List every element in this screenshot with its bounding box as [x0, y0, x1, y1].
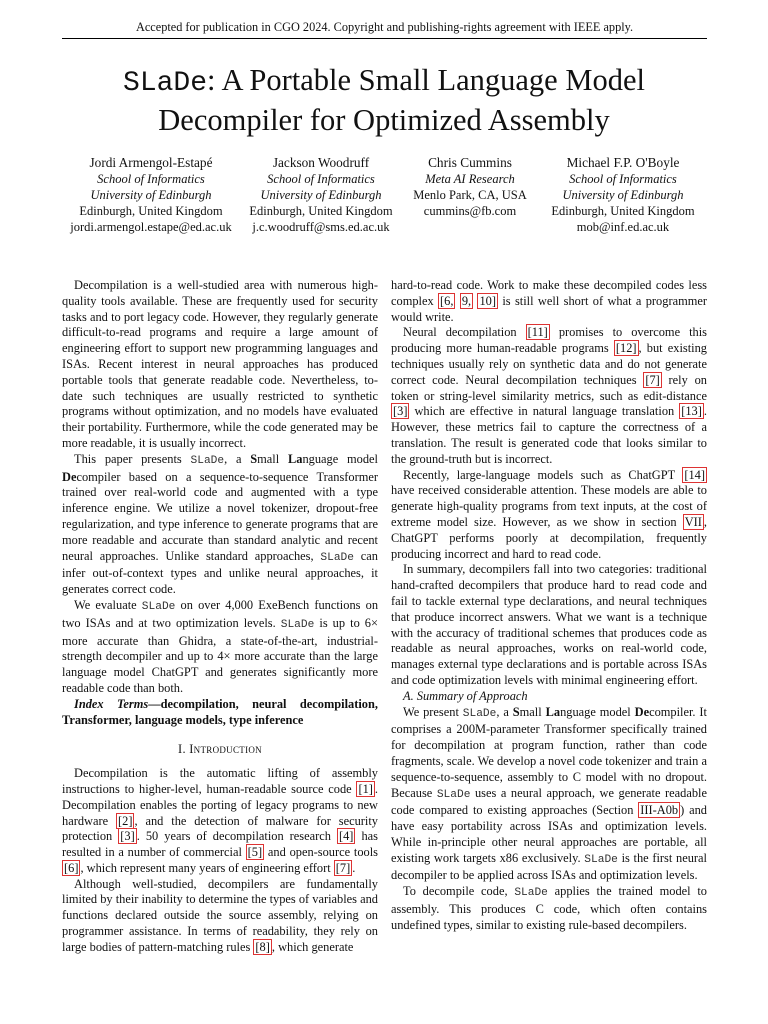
- section-link[interactable]: VII: [684, 514, 702, 529]
- author-name: Michael F.P. O'Boyle: [566, 155, 680, 170]
- author-dept: School of Informatics: [569, 172, 677, 186]
- citation-link[interactable]: 10]: [479, 293, 496, 308]
- author-dept: School of Informatics: [267, 172, 375, 186]
- abstract-paragraph-1: Decompilation is a well-studied area with numerous high-quality tools available. These are frequently used for security tasks and to port legacy code. However, they regularly generate difficult-to-read programs and require a large amount of engineering effort to support new programming languages and ISAs. Recent interest in neural approaches has produced portable tools that generate readable code. Nevertheless, to-date such techniques are usually restricted to synthetic programs without optimization, and no models have evaluated their portability. Furthermore, while the code generated may be more readable, it is usually incorrect.: [62, 278, 378, 450]
- citation-link[interactable]: [8]: [255, 939, 270, 954]
- citation-link[interactable]: [4]: [338, 829, 354, 844]
- author-3: [402, 155, 538, 219]
- intro-paragraph-3: Neural decompilation [11] promises to overcome this producing more human-readable programs [12] , but existing techniques usually rely on synthetic data and do not generate correct code. Neural decompilation techniques [7] rely on token or string-level similarity metrics, such as edit-distance [3] which are effective in natural language translation [13] . However, these metrics fail to capture the correctness of a translation. The result is generated code that looks similar to the ground-truth but is incorrect.: [391, 325, 707, 466]
- approach-paragraph-1: We present SLaDe, a Small Language model Decompiler. It comprises a 200M-parameter Transformer specifically trained for decompilation at program function, rather than code fragments, scale. We develop a novel code tokenizer and train a sequence-to-sequence, assembly to C model with no dropout. Because SLaDe uses a neural approach, we generate readable code compared to existing approaches (Section III-A0b ) and have easy portability across ISAs and optimization levels. While in-principle other neural approaches are portable, all existing work targets x86 exclusively. SLaDe is the first neural decompiler to be applied across ISAs and optimization levels.: [391, 704, 707, 883]
- system-name: SLaDe: [280, 618, 315, 631]
- abstract-paragraph-2: This paper presents SLaDe, a Small Language model Decompiler based on a sequence-to-sequence Transformer trained over real-world code and augmented with a type inference engine. We utilize a novel tokenizer, dropout-free regularization, and type inference to generate programs that are more readable and accurate than standard analytic and recent neural approaches. Unlike standard approaches, SLaDe can infer out-of-context types and unlike neural approaches, it generates correct code.: [62, 451, 378, 597]
- author-org: University of Edinburgh: [562, 188, 684, 202]
- author-block: [0, 155, 768, 239]
- section-link[interactable]: III-A0b: [640, 803, 679, 818]
- system-name: SLaDe: [141, 600, 176, 613]
- author-location: Edinburgh, United Kingdom: [551, 204, 695, 218]
- publication-banner: Accepted for publication in CGO 2024. Copyright and publishing-rights agreement with IEEE apply.: [62, 18, 707, 39]
- citation-link[interactable]: [1]: [358, 781, 373, 796]
- citation-link[interactable]: [3]: [393, 404, 408, 419]
- system-name: SLaDe: [190, 454, 225, 467]
- left-column: [62, 278, 378, 956]
- right-column: [391, 278, 707, 934]
- system-name: SLaDe: [514, 887, 548, 900]
- author-2: [242, 155, 400, 235]
- citation-link[interactable]: 9,: [461, 293, 472, 308]
- author-email: jordi.armengol.estape@ed.ac.uk: [70, 220, 232, 234]
- intro-paragraph-2: Although well-studied, decompilers are fundamentally limited by their inability to determine the types of variables and functions declared outside the source assembly, relying on programmer assistance. In terms of readability, they rely on large bodies of pattern-matching rules [8] , which generate: [62, 876, 378, 954]
- system-name: SLaDe: [320, 551, 354, 564]
- intro-paragraph-1: Decompilation is the automatic lifting of assembly instructions to higher-level, human-readable source code [1] . Decompilation enables the porting of legacy programs to new hardware [2] , and the detection of malware for security protection [3] . 50 years of decompilation research [4] has resulted in a number of commercial [5] and open-source tools [6] , which represent many years of engineering effort [7] .: [62, 766, 378, 875]
- author-1: [62, 155, 240, 235]
- author-location: Menlo Park, CA, USA: [413, 188, 527, 202]
- section-heading-introduction: I. Introduction: [178, 742, 262, 757]
- title-line1: : A Portable Small Language Model: [207, 63, 645, 97]
- index-terms-label: Index Terms: [74, 696, 149, 711]
- index-terms: Index Terms—decompilation, neural decompilation, Transformer, language models, type inference: [62, 696, 378, 727]
- citation-link[interactable]: [6,: [440, 293, 454, 308]
- citation-link[interactable]: [13]: [681, 404, 702, 419]
- author-email: mob@inf.ed.ac.uk: [576, 220, 670, 234]
- author-name: Jackson Woodruff: [272, 155, 370, 170]
- citation-link[interactable]: [6]: [64, 860, 79, 875]
- citation-link[interactable]: [14]: [684, 467, 705, 482]
- author-email: j.c.woodruff@sms.ed.ac.uk: [252, 220, 390, 234]
- system-name: SLaDe: [462, 707, 497, 720]
- title-system-name: SLaDe: [123, 68, 208, 99]
- author-org: University of Edinburgh: [90, 188, 212, 202]
- intro-paragraph-4: Recently, large-language models such as ChatGPT [14] have received considerable attention. These models are able to generate high-quality programs from text inputs, at the cost of extreme model size. However, as we show in section VII , ChatGPT performs poorly at decompilation, frequently producing incorrect and hard to read code.: [391, 467, 707, 561]
- system-name: SLaDe: [584, 853, 618, 866]
- author-dept: School of Informatics: [97, 172, 205, 186]
- author-location: Edinburgh, United Kingdom: [79, 204, 223, 218]
- citation-link[interactable]: [12]: [615, 341, 637, 356]
- title-line2: Decompiler for Optimized Assembly: [158, 103, 610, 137]
- citation-link[interactable]: [7]: [645, 372, 660, 387]
- system-name: SLaDe: [436, 788, 471, 801]
- citation-link[interactable]: [11]: [527, 325, 548, 340]
- author-dept: Meta AI Research: [425, 172, 515, 186]
- intro-paragraph-2-cont: hard-to-read code. Work to make these decompiled codes less complex [6, 9, 10] is still well short of what a programmer would write.: [391, 278, 707, 324]
- intro-paragraph-5: In summary, decompilers fall into two categories: traditional hand-crafted decompilers that produce hard to read code and fail to tackle external type declarations, and neural techniques that produce incorrect answers. What we want is a technique with the accuracy of traditional schemes that produces code as readable as neural approaches, works on real-world code, manages external type declarations and is portable across ISAs and code optimization levels with minimal engineering effort.: [391, 562, 707, 687]
- approach-paragraph-2: To decompile code, SLaDe applies the trained model to assembly. This produces C code, which often contains undefined types, similar to existing rule-based decompilers.: [391, 884, 707, 932]
- author-location: Edinburgh, United Kingdom: [249, 204, 393, 218]
- author-4: [540, 155, 706, 235]
- author-org: University of Edinburgh: [260, 188, 382, 202]
- citation-link[interactable]: [3]: [120, 829, 135, 844]
- citation-link[interactable]: [5]: [247, 845, 263, 860]
- citation-link[interactable]: [2]: [118, 813, 133, 828]
- author-email: cummins@fb.com: [423, 204, 517, 218]
- abstract-paragraph-3: We evaluate SLaDe on over 4,000 ExeBench functions on two ISAs and at two optimization levels. SLaDe is up to 6× more accurate than Ghidra, a state-of-the-art, industrial-strength decompiler and up to 4× more accurate than the large language model ChatGPT and generates significantly more readable code than both.: [62, 597, 379, 695]
- citation-link[interactable]: [7]: [335, 860, 351, 875]
- author-name: Jordi Armengol-Estapé: [89, 155, 213, 170]
- subsection-heading: A. Summary of Approach: [403, 688, 528, 703]
- paper-title: [40, 62, 728, 139]
- author-name: Chris Cummins: [428, 155, 512, 170]
